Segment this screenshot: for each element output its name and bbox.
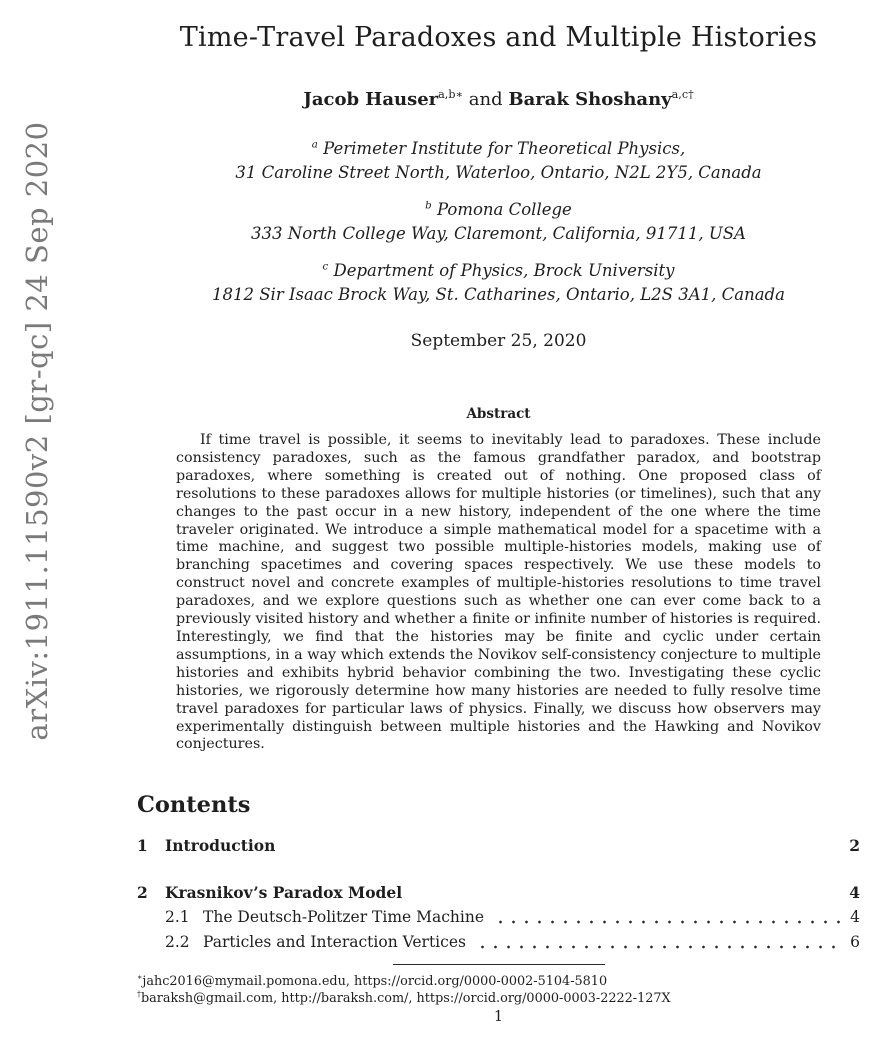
- toc-leader: [285, 847, 840, 852]
- affiliation-c-superscript: c: [322, 261, 329, 273]
- page-content: [137, 0, 860, 1007]
- affiliation-a-institution: $^a$ Perimeter Institute for Theoretical Physics,: [311, 139, 686, 158]
- affiliation-c-address: 1812 Sir Isaac Brock Way, St. Catharines, Ontario, L2S 3A1, Canada: [212, 285, 785, 304]
- toc-leader: [412, 894, 840, 899]
- author-second-name: Barak Shoshany: [508, 89, 672, 110]
- toc-entry-page: 2: [849, 836, 860, 856]
- author-line: [137, 89, 860, 110]
- abstract-text: If time travel is possible, it seems to inevitably lead to paradoxes. These include consistency paradoxes, such as the famous grandfather paradox, and bootstrap paradoxes, where something is created out of nothing. One proposed class of resolutions to these paradoxes allows for multiple histories (or timelines), such that any changes to the past occur in a new history, independent of the one where the time traveler originated. We introduce a simple mathematical model for a spacetime with a time machine, and suggest two possible multiple-histories models, making use of branching spacetimes and covering spaces respectively. We use these models to construct novel and concrete examples of multiple-histories resolutions to time travel paradoxes, and we explore questions such as whether one can ever come back to a previously visited history and whether a finite or infinite number of histories is required. Interestingly, we find that the histories may be finite and cyclic under certain assumptions, in a way which extends the Novikov self-consistency conjecture to multiple histories and exhibits hybrid behavior combining the two. Investigating these cyclic histories, we rigorously determine how many histories are needed to fully resolve time travel paradoxes for particular laws of physics. Finally, we discuss how observers may experimentally distinguish between multiple histories and the Hawking and Novikov conjectures.: [176, 432, 821, 753]
- toc-entry-introduction[interactable]: [137, 837, 860, 854]
- toc-entry-page: 6: [850, 933, 860, 952]
- paper-title: Time-Travel Paradoxes and Multiple Histories: [179, 22, 818, 53]
- toc-entry-number: 2.1: [165, 908, 190, 927]
- toc-entry-title: Krasnikov’s Paradox Model: [165, 883, 403, 903]
- toc-entry-number: 2: [137, 883, 148, 903]
- toc-entry-number: 2.2: [165, 933, 190, 952]
- toc-entry-particles-vertices[interactable]: [137, 934, 860, 951]
- footnote-marker-dagger: †: [137, 990, 141, 1000]
- footnote-rule: [393, 964, 605, 965]
- toc-entry-title: The Deutsch-Politzer Time Machine: [203, 908, 485, 927]
- table-of-contents: [137, 837, 860, 951]
- toc-entry-deutsch-politzer[interactable]: [137, 909, 860, 926]
- toc-dot-leader: [476, 944, 840, 949]
- footnote-text: jahc2016@mymail.pomona.edu, https://orcid.org/0000-0002-5104-5810: [142, 974, 608, 990]
- affiliation-b-superscript: b: [425, 200, 432, 212]
- arxiv-watermark: arXiv:1911.11590v2 [gr-qc] 24 Sep 2020: [20, 121, 54, 741]
- affiliation-b: [137, 198, 860, 246]
- author-second-superscript: a,c†: [671, 88, 694, 101]
- abstract-heading: Abstract: [466, 406, 531, 422]
- paper-date: September 25, 2020: [410, 331, 587, 351]
- author-separator: and: [463, 89, 509, 110]
- affiliation-c: [137, 259, 860, 307]
- affiliation-a: [137, 137, 860, 185]
- toc-entry-number: 1: [137, 836, 148, 856]
- contents-heading: Contents: [137, 792, 251, 819]
- affiliation-b-institution: $^b$ Pomona College: [425, 200, 572, 219]
- toc-entry-krasnikov-model[interactable]: [137, 884, 860, 901]
- footnote-text: baraksh@gmail.com, http://baraksh.com/, https://orcid.org/0000-0003-2222-127X: [140, 991, 671, 1007]
- toc-entry-title: Particles and Interaction Vertices: [203, 933, 466, 952]
- page-number: 1: [493, 1009, 504, 1025]
- footnote-author-second: [137, 990, 860, 1007]
- toc-entry-page: 4: [850, 908, 860, 927]
- affiliation-c-institution: $^c$ Department of Physics, Brock University: [322, 261, 675, 280]
- toc-entry-page: 4: [849, 883, 860, 903]
- author-first-name: Jacob Hauser: [303, 89, 439, 110]
- footnote-marker-asterisk: ∗: [137, 973, 143, 983]
- affiliation-a-address: 31 Caroline Street North, Waterloo, Ontario, N2L 2Y5, Canada: [235, 163, 762, 182]
- toc-dot-leader: [494, 919, 840, 924]
- footnote-author-first: [137, 973, 860, 990]
- affiliation-a-superscript: a: [311, 139, 318, 151]
- footnotes: [137, 973, 860, 1007]
- affiliation-b-address: 333 North College Way, Claremont, California, 91711, USA: [251, 224, 746, 243]
- author-first-superscript: a,b∗: [438, 88, 464, 101]
- toc-entry-title: Introduction: [165, 836, 276, 856]
